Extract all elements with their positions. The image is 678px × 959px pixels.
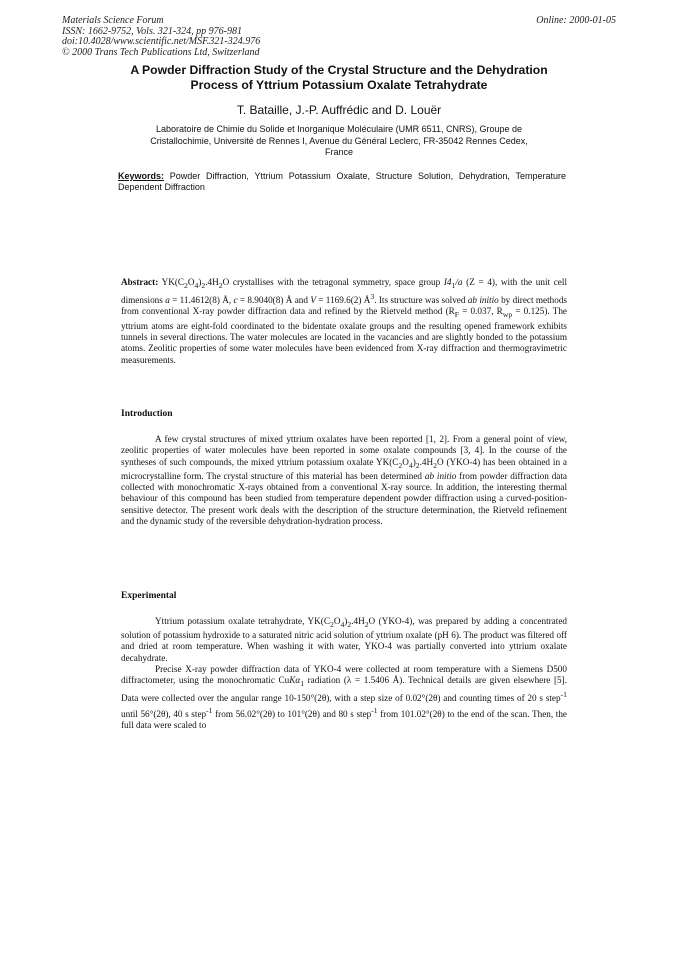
authors: T. Bataille, J.-P. Auffrédic and D. Louër — [236, 103, 442, 117]
affiliation — [110, 124, 568, 159]
keywords-text: Powder Diffraction, Yttrium Potassium Oxalate, Structure Solution, Dehydration, Temperature Dependent Diffraction — [118, 171, 566, 192]
affiliation-line-1: Laboratoire de Chimie du Solide et Inorganique Moléculaire (UMR 6511, CNRS), Groupe de — [155, 124, 523, 134]
online-date: Online: 2000-01-05 — [536, 15, 616, 26]
introduction-paragraph: A few crystal structures of mixed yttrium oxalates have been reported [1, 2]. From a general point of view, zeolitic properties of water molecules have been reported in some oxalate compounds [3, 4]. In the course of the syntheses of such compounds, the mixed yttrium potassium oxalate $YK(C_2O_4)_2.4H_2O$ (YKO-4) has been obtained in a microcrystalline form. The crystal structure of this material has been determined ab initio from powder diffraction data collected with monochromatic X-rays obtained from a conventional X-ray source. In addition, the interesting thermal behaviour of this compound has been studied from temperature dependent powder diffraction using a curved-position-sensitive detector. The present work deals with the description of the structure determination, the Rietveld refinement and the dynamic study of the reversible dehydration-hydration process. — [121, 434, 568, 526]
title-line-1: A Powder Diffraction Study of the Crystal Structure and the Dehydration — [130, 63, 548, 77]
journal-header — [62, 16, 260, 58]
abstract — [121, 277, 567, 366]
affiliation-line-2: Cristallochimie, Université de Rennes I, Avenue du Général Leclerc, FR-35042 Rennes Cedex, — [150, 135, 528, 146]
journal-name: Materials Science Forum — [62, 15, 164, 26]
title-line-2: Process of Yttrium Potassium Oxalate Tetrahydrate — [190, 77, 488, 92]
introduction-section — [121, 434, 567, 527]
experimental-heading: Experimental — [121, 591, 177, 601]
abstract-label: Abstract: — [121, 277, 159, 287]
introduction-heading: Introduction — [121, 409, 173, 419]
experimental-paragraph-1: Yttrium potassium oxalate tetrahydrate, $YK(C_2O_4)_2.4H_2O$ (YKO-4), was prepared by adding a concentrated solution of potassium hydroxide to a saturated nitric acid solution of yttrium oxalate (pH 6). The product was filtered off and dried at room temperature. When washing it with water, YKO-4 was partially converted into yttrium oxalate decahydrate. — [121, 616, 567, 663]
doi-line: doi:10.4028/www.scientific.net/MSF.321-324.976 — [62, 36, 261, 47]
copyright-line: © 2000 Trans Tech Publications Ltd, Switzerland — [62, 46, 260, 58]
experimental-paragraph-2: Precise X-ray powder diffraction data of YKO-4 were collected at room temperature with a Siemens D500 diffractometer, using the monochromatic CuKα$_1$ radiation (λ = 1.5406 Å). Technical details are given elsewhere [5]. Data were collected over the angular range 10-150°(2θ), with a step size of 0.02°(2θ) and counting times of 20 s step$^{-1}$ until 56°(2θ), 40 s step$^{-1}$ from 56.02°(2θ) to 101°(2θ) and 80 s step$^{-1}$ from 101.02°(2θ) to the end of the scan. Then, the full data were scaled to — [121, 664, 568, 731]
issn-line: ISSN: 1662-9752, Vols. 321-324, pp 976-981 — [62, 25, 242, 37]
abstract-paragraph: Abstract: $YK(C_2O_4)_2.4H_2O$ crystallises with the tetragonal symmetry, space group $I4_1/a$ (Z = 4), with the unit cell dimensions a = 11.4612(8) Å, c = 8.9040(8) Å and V = 1169.6(2) $Å^3$. Its structure was solved ab initio by direct methods from conventional X-ray powder diffraction data and refined by the Rietveld method ($R_F = 0.037$, $R_{wp} = 0.125$). The yttrium atoms are eight-fold coordinated to the bidentate oxalate groups and the resulting opened framework exhibits tunnels in several directions. The water molecules are located in the vacancies and are slightly bonded to the potassium atoms. Zeolitic properties of some water molecules have been evidenced from X-ray diffraction and thermogravimetric measurements. — [121, 277, 567, 365]
keywords-label: Keywords: — [118, 171, 165, 181]
experimental-section — [121, 616, 567, 731]
keywords — [118, 171, 566, 193]
affiliation-line-3: France — [324, 147, 353, 157]
paper-title — [100, 63, 578, 92]
